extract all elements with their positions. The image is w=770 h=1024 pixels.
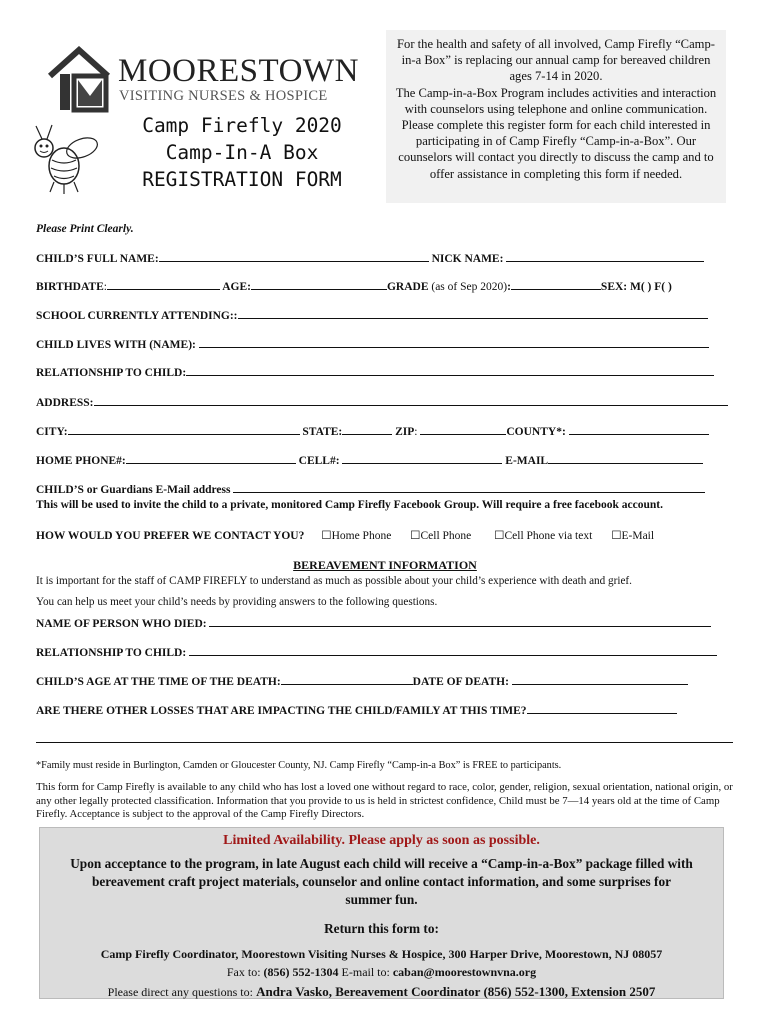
limited-availability: Limited Availability. Please apply as soon as possible. <box>223 833 540 848</box>
cell-phone-option: Cell Phone <box>420 530 472 542</box>
other-losses-line-2[interactable] <box>36 742 733 743</box>
eligibility-note: This form for Camp Firefly is available to any child who has lost a loved one without regard to race, color, gender, religion, sexual orientation, national origin, or any other legally protected classification. Information that you provide to us is held in strictest confidence, Child must be 7—14 years old at the time of Camp Firefly. Acceptance is subject to the approval of the Camp Firefly Directors. <box>36 781 733 820</box>
grade-field[interactable] <box>511 278 601 290</box>
coordinator-address: Camp Firefly Coordinator, Moorestown Visiting Nurses & Hospice, 300 Harper Drive, Moorestown, NJ 08057 <box>100 947 663 961</box>
birthdate-field[interactable] <box>107 278 220 290</box>
sex-label: SEX: M( ) F( ) <box>600 281 672 293</box>
name-died-label: NAME OF PERSON WHO DIED: <box>36 618 207 630</box>
county-field[interactable] <box>569 423 709 435</box>
other-losses-field[interactable] <box>527 702 677 714</box>
lives-with-label: CHILD LIVES WITH (NAME): <box>36 339 196 351</box>
form-title <box>92 112 392 193</box>
contact-question: HOW WOULD YOU PREFER WE CONTACT YOU? <box>36 530 305 542</box>
print-clearly-note: Please Print Clearly. <box>36 223 134 235</box>
title-line-1: Camp Firefly 2020 <box>142 114 342 137</box>
date-of-death-label: DATE OF DEATH: <box>412 676 509 688</box>
home-phone-option: Home Phone <box>331 530 392 542</box>
date-of-death-field[interactable] <box>512 673 688 685</box>
bereavement-intro-2: You can help us meet your child’s needs by providing answers to the following questions. <box>36 596 438 608</box>
fax-number: (856) 552-1304 <box>263 965 339 979</box>
text-option: Cell Phone via text <box>504 530 593 542</box>
questions-contact: Andra Vasko, Bereavement Coordinator (856) 552-1300, Extension 2507 <box>256 984 656 999</box>
questions-label: Please direct any questions to: <box>107 985 253 999</box>
zip-label: ZIP <box>395 426 415 438</box>
zip-field[interactable] <box>420 423 506 435</box>
county-label: COUNTY*: <box>506 426 566 438</box>
school-field[interactable] <box>238 307 708 319</box>
callout-box <box>39 827 724 999</box>
questions-line <box>40 984 723 1000</box>
nick-name-field[interactable] <box>506 250 704 262</box>
org-name: MOORESTOWN <box>118 53 359 89</box>
cell-field[interactable] <box>342 452 502 464</box>
age-at-death-field[interactable] <box>281 673 413 685</box>
lives-with-field[interactable] <box>199 336 709 348</box>
return-heading: Return this form to: <box>324 921 439 936</box>
cell-label: CELL#: <box>298 455 340 467</box>
nick-name-label: NICK NAME: <box>431 253 504 265</box>
title-line-3: REGISTRATION FORM <box>142 168 342 191</box>
fax-label: Fax to: <box>226 965 261 979</box>
city-label: CITY: <box>36 426 68 438</box>
info-paragraph-3: Please complete this register form for each child interested in participating in of Camp Firefly “Camp-in-a-Box”. Our counselors will contact you directly to discuss the camp and to offer assistance in completing this form if needed. <box>398 118 714 181</box>
school-label: SCHOOL CURRENTLY ATTENDING:: <box>36 310 238 322</box>
email-checkbox[interactable]: ☐ <box>611 530 622 542</box>
other-losses-label: ARE THERE OTHER LOSSES THAT ARE IMPACTING THE CHILD/FAMILY AT THIS TIME? <box>36 705 527 717</box>
title-line-2: Camp-In-A Box <box>165 141 319 164</box>
cell-phone-checkbox[interactable]: ☐ <box>410 530 421 542</box>
info-box <box>386 30 726 203</box>
email-field[interactable] <box>548 452 703 464</box>
name-died-field[interactable] <box>209 615 711 627</box>
info-paragraph-1: For the health and safety of all involved, Camp Firefly “Camp-in-a Box” is replacing our annual camp for bereaved children ages 7-14 in 2020. <box>397 37 715 84</box>
bereavement-relationship-field[interactable] <box>189 644 717 656</box>
text-checkbox[interactable]: ☐ <box>494 530 505 542</box>
child-full-name-field[interactable] <box>159 250 429 262</box>
moorestown-logo-icon <box>44 46 114 114</box>
state-label: STATE: <box>302 426 343 438</box>
email-option: E-Mail <box>621 530 655 542</box>
age-field[interactable] <box>251 278 387 290</box>
org-subtitle: VISITING NURSES & HOSPICE <box>119 88 328 104</box>
acceptance-text: Upon acceptance to the program, in late August each child will receive a “Camp-in-a-Box” package filled with bereavement craft project materials, counselor and online contact information, and some surprises for summer fun. <box>70 856 693 907</box>
address-field[interactable] <box>94 394 728 406</box>
state-field[interactable] <box>342 423 392 435</box>
relationship-field[interactable] <box>186 364 714 376</box>
bereavement-intro-1: It is important for the staff of CAMP FIREFLY to understand as much as possible about your child’s experience with death and grief. <box>36 575 632 587</box>
grade-note: (as of Sep 2020) <box>431 281 508 293</box>
age-label: AGE: <box>222 281 251 293</box>
email-address[interactable]: caban@moorestownvna.org <box>392 965 537 979</box>
home-phone-checkbox[interactable]: ☐ <box>321 530 332 542</box>
facebook-note: This will be used to invite the child to a private, monitored Camp Firefly Facebook Group. Will require a free facebook account. <box>36 499 663 511</box>
city-field[interactable] <box>68 423 300 435</box>
birthdate-label: BIRTHDATE <box>36 281 104 293</box>
grade-label: GRADE <box>386 281 429 293</box>
bereavement-relationship-label: RELATIONSHIP TO CHILD: <box>36 647 187 659</box>
residency-note: *Family must reside in Burlington, Camden or Gloucester County, NJ. Camp Firefly “Camp-in-a Box” is FREE to participants. <box>36 760 562 771</box>
fax-email-line <box>40 965 723 980</box>
info-paragraph-2: The Camp-in-a-Box Program includes activities and interaction with counselors using telephone and online communication. <box>395 85 717 116</box>
child-full-name-label: CHILD’S FULL NAME: <box>36 253 159 265</box>
home-phone-field[interactable] <box>126 452 296 464</box>
relationship-label: RELATIONSHIP TO CHILD: <box>36 367 187 379</box>
address-label: ADDRESS: <box>36 397 94 409</box>
guardian-email-label: CHILD’S or Guardians E-Mail address <box>36 484 231 496</box>
email-label: E-MAIL <box>505 455 549 467</box>
age-at-death-label: CHILD’S AGE AT THE TIME OF THE DEATH: <box>36 676 281 688</box>
bereavement-title: BEREAVEMENT INFORMATION <box>293 558 477 572</box>
home-phone-label: HOME PHONE#: <box>36 455 126 467</box>
guardian-email-field[interactable] <box>233 481 705 493</box>
email-label-callout: E-mail to: <box>341 965 390 979</box>
